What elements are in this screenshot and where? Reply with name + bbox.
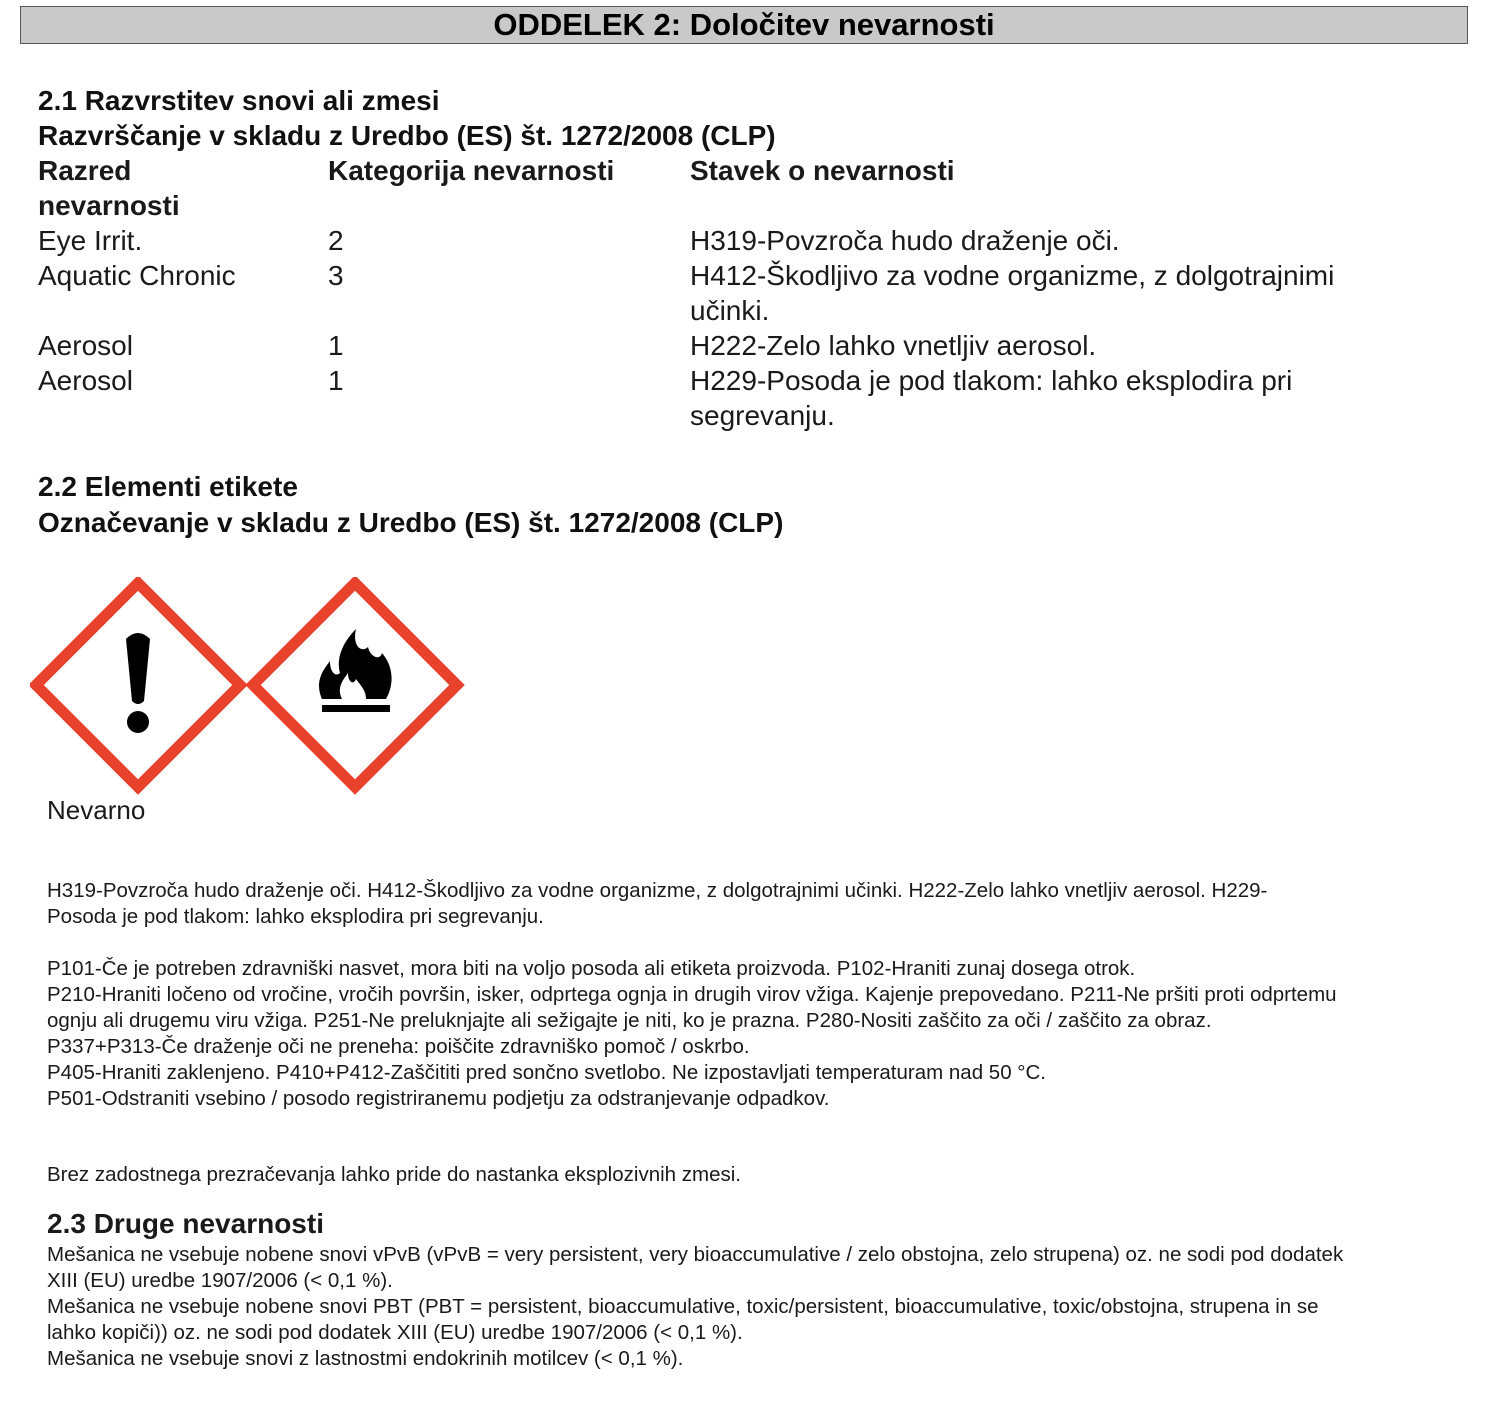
hazard-statement: H412-Škodljivo za vodne organizme, z dolgotrajnimi učinki. xyxy=(690,260,1335,326)
s21-subtitle: Razvrščanje v skladu z Uredbo (ES) št. 1272/2008 (CLP) xyxy=(38,120,776,151)
section-title: ODDELEK 2: Določitev nevarnosti xyxy=(493,7,995,42)
hazard-class: Aerosol xyxy=(38,365,133,396)
hazard-statements-text: H319-Povzroča hudo draženje oči. H412-Škodljivo za vodne organizme, z dolgotrajnimi učinki. H222-Zelo lahko vnetljiv aerosol. H229- Posoda je pod tlakom: lahko eksplodira pri segrevanju. xyxy=(47,879,1268,928)
table-row xyxy=(38,328,1478,363)
col-header-statement: Stavek o nevarnosti xyxy=(690,155,955,186)
other-hazards-text: Mešanica ne vsebuje nobene snovi vPvB (vPvB = very persistent, very bioaccumulative / zelo obstojna, zelo strupena) oz. ne sodi pod dodatek XIII (EU) uredbe 1907/2006 (< 0,1 %). Mešanica ne vsebuje nobene snovi PBT (PBT = persistent, bioaccumulative, toxic/persistent, bioaccumulative, toxic/obstojna, strupena in se lahko kopiči)) oz. ne sodi pod dodatek XIII (EU) uredbe 1907/2006 (< 0,1 %). Mešanica ne vsebuje snovi z lastnostmi endokrinih motilcev (< 0,1 %). xyxy=(47,1243,1344,1370)
hazard-category: 3 xyxy=(328,260,344,291)
signal-word: Nevarno xyxy=(47,795,146,825)
ghs-pictograms xyxy=(30,577,465,802)
hazard-class: Aquatic Chronic xyxy=(38,260,236,291)
s22-title: 2.2 Elementi etikete xyxy=(38,471,298,502)
col-header-category: Kategorija nevarnosti xyxy=(328,155,615,186)
s21-title: 2.1 Razvrstitev snovi ali zmesi xyxy=(38,85,440,116)
section-header xyxy=(20,6,1468,44)
precautionary-statements-text: P101-Če je potreben zdravniški nasvet, mora biti na voljo posoda ali etiketa proizvoda. P102-Hraniti zunaj dosega otrok. P210-Hraniti ločeno od vročine, vročih površin, isker, odprtega ognja in drugih virov vžiga. Kajenje prepovedano. P211-Ne pršiti proti odprtemu ognju ali drugemu viru vžiga. P251-Ne preluknjajte ali sežigajte je niti, ko je prazna. P280-Nositi zaščito za oči / zaščito za obraz. P337+P313-Če draženje oči ne preneha: poiščite zdravniško pomoč / oskrbo. P405-Hraniti zaklenjeno. P410+P412-Zaščititi pred sončno svetlobo. Ne izpostavljati temperaturam nad 50 °C. P501-Odstraniti vsebino / posodo registriranemu podjetju za odstranjevanje odpadkov. xyxy=(47,957,1337,1110)
hazard-category: 2 xyxy=(328,225,344,256)
ventilation-note: Brez zadostnega prezračevanja lahko pride do nastanka eksplozivnih zmesi. xyxy=(47,1163,741,1186)
hazard-statement: H222-Zelo lahko vnetljiv aerosol. xyxy=(690,330,1097,361)
hazard-statement: H319-Povzroča hudo draženje oči. xyxy=(690,225,1120,256)
hazard-class: Aerosol xyxy=(38,330,133,361)
col-header-class: Razred nevarnosti xyxy=(38,155,180,221)
s22-subtitle: Označevanje v skladu z Uredbo (ES) št. 1272/2008 (CLP) xyxy=(38,507,784,538)
hazard-statement: H229-Posoda je pod tlakom: lahko eksplodira pri segrevanju. xyxy=(690,365,1293,431)
classification-table xyxy=(38,153,1478,433)
table-row xyxy=(38,363,1478,433)
classification-table-header xyxy=(38,153,1478,223)
s23-title: 2.3 Druge nevarnosti xyxy=(47,1208,324,1239)
hazard-category: 1 xyxy=(328,330,344,361)
table-row xyxy=(38,258,1478,328)
table-row xyxy=(38,223,1478,258)
flame-icon xyxy=(253,583,457,787)
hazard-class: Eye Irrit. xyxy=(38,225,143,256)
hazard-category: 1 xyxy=(328,365,344,396)
exclamation-mark-icon xyxy=(36,583,240,787)
